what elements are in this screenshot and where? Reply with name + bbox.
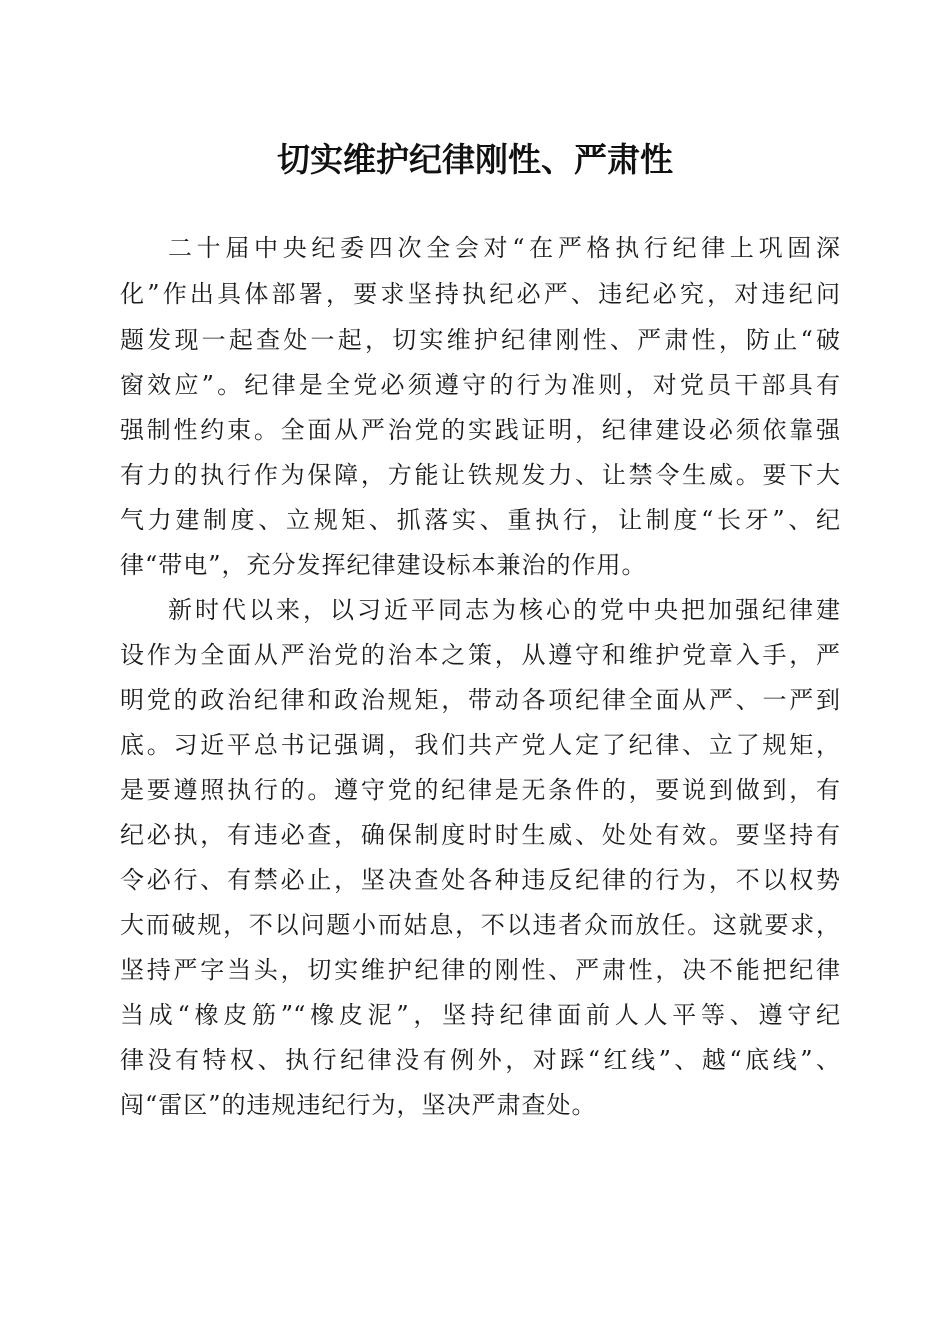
paragraph-line: 当成“橡皮筋”“橡皮泥”，坚持纪律面前人人平等、遵守纪 <box>120 1001 840 1029</box>
document-title: 切实维护纪律刚性、严肃性 <box>277 140 673 179</box>
paragraph-line: 律没有特权、执行纪律没有例外，对踩“红线”、越“底线”、 <box>120 1046 840 1074</box>
paragraph-line: 设作为全面从严治党的治本之策，从遵守和维护党章入手，严 <box>120 641 840 669</box>
paragraph-line: 二十届中央纪委四次全会对“在严格执行纪律上巩固深 <box>168 234 840 262</box>
paragraph-line: 大而破规，不以问题小而姑息，不以违者众而放任。这就要求， <box>120 911 840 939</box>
paragraph-line: 气力建制度、立规矩、抓落实、重执行，让制度“长牙”、纪 <box>120 506 840 534</box>
paragraph-line: 令必行、有禁必止，坚决查处各种违反纪律的行为，不以权势 <box>120 866 840 894</box>
paragraph-line: 律“带电”，充分发挥纪律建设标本兼治的作用。 <box>120 551 647 579</box>
paragraph-line: 坚持严字当头，切实维护纪律的刚性、严肃性，决不能把纪律 <box>120 956 840 984</box>
paragraph-line: 明党的政治纪律和政治规矩，带动各项纪律全面从严、一严到 <box>120 686 840 714</box>
paragraph-line: 有力的执行作为保障，方能让铁规发力、让禁令生威。要下大 <box>120 461 840 489</box>
paragraph-line: 强制性约束。全面从严治党的实践证明，纪律建设必须依靠强 <box>120 416 840 444</box>
paragraph-line: 新时代以来，以习近平同志为核心的党中央把加强纪律建 <box>168 596 840 624</box>
paragraph-line: 是要遵照执行的。遵守党的纪律是无条件的，要说到做到，有 <box>120 776 840 804</box>
paragraph-line: 闯“雷区”的违规违纪行为，坚决严肃查处。 <box>120 1091 597 1119</box>
paragraph-line: 题发现一起查处一起，切实维护纪律刚性、严肃性，防止“破 <box>120 326 840 354</box>
paragraph-line: 化”作出具体部署，要求坚持执纪必严、违纪必究，对违纪问 <box>120 280 840 308</box>
paragraph-line: 纪必执，有违必查，确保制度时时生威、处处有效。要坚持有 <box>120 821 840 849</box>
paragraph-line: 窗效应”。纪律是全党必须遵守的行为准则，对党员干部具有 <box>120 371 840 399</box>
paragraph-line: 底。习近平总书记强调，我们共产党人定了纪律、立了规矩， <box>120 731 840 759</box>
